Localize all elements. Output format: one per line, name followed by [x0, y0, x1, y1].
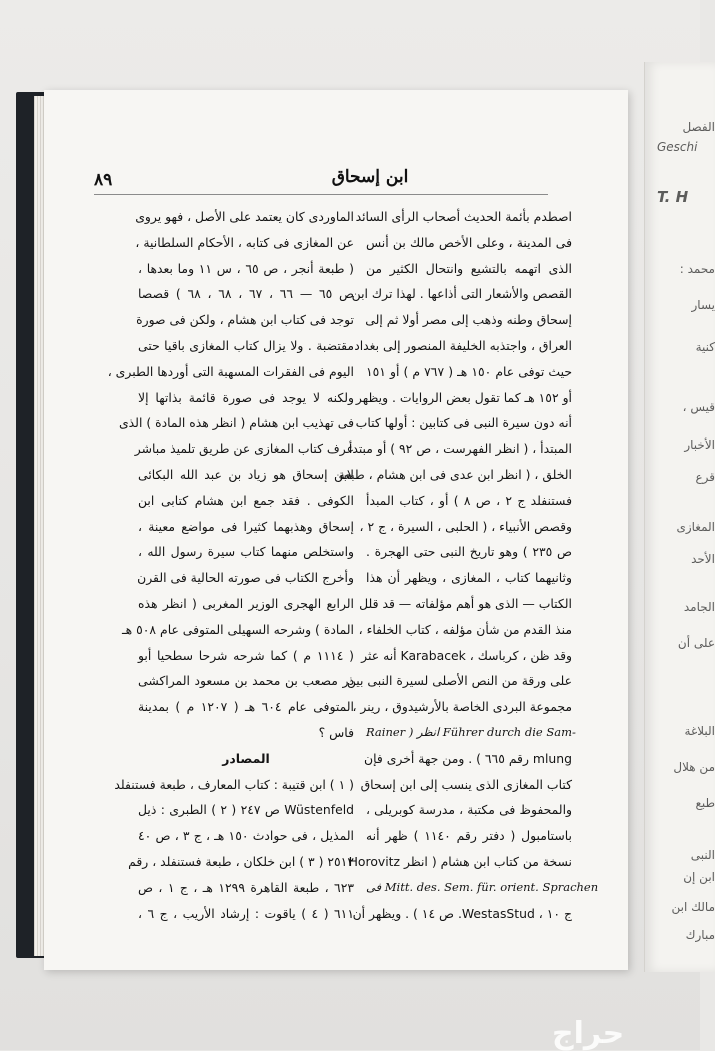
text-line: المتوفى عام ٦٠٤ هـ ( ١٢٠٧ م ) بمدينة — [138, 699, 354, 715]
text-line: إسحاق وطنه وذهب إلى مصر أولا ثم إلى — [365, 312, 572, 328]
facing-page-fragment: محمد : — [679, 262, 715, 276]
text-line: إسحاق وهذبهما كثيرا فى مواضع معينة ، — [138, 518, 354, 534]
text-line: الكوفى . فقد جمع ابن هشام كتابى ابن — [138, 492, 354, 508]
text-line: اصطدم بأئمة الحديث أصحاب الرأى السائد — [355, 209, 572, 224]
text-line: لابن إسحاق هو زياد بن عبد الله البكائى — [138, 466, 354, 482]
text-line: عن المغازى فى كتابه ، الأحكام السلطانية ، — [135, 234, 354, 250]
facing-page-fragment: يسار — [691, 298, 715, 312]
text-line: واستخلص منهما كتاب سيرة رسول الله ، — [138, 544, 354, 560]
text-line: ذر مصعب بن محمد بن مسعود المراكشى — [138, 673, 354, 689]
text-line: عرف كتاب المغازى عن طريق تلميذ مباشر — [134, 441, 354, 457]
source-line: ٦١١ ( ٤ ) ياقوت : إرشاد الأريب ، ج ٦ ، — [138, 905, 354, 921]
text-line: فى المدينة ، وعلى الأخص مالك بن أنس — [366, 234, 572, 250]
text-line: مقتضبة . ولا يزال كتاب المغازى باقيا حتى — [138, 337, 354, 353]
source-line: ٢٥١٢ ( ٣ ) ابن خلكان ، طبعة فستنفلد ، رقم — [128, 853, 354, 869]
text-line: الكتاب — الذى هو أهم مؤلفاته — قد قلل — [359, 595, 572, 611]
facing-page-fragment: ابن إن — [683, 870, 715, 884]
facing-page-fragment: مبارك — [685, 928, 715, 942]
running-head: ابن إسحاق — [331, 167, 409, 187]
text-line: أو ١٥٢ هـ كما تقول بعض الروايات . ويظهر — [355, 389, 572, 405]
text-line: نسخة من كتاب ابن هشام ( انظر Horovitz — [348, 853, 572, 869]
text-column-right — [338, 204, 599, 926]
text-line: ص ٢٣٥ ) وهو تاريخ النبى حتى الهجرة . — [366, 544, 573, 560]
text-line: منذ القدم من شأن مؤلفه ، كتاب الخلفاء ، — [358, 621, 572, 637]
facing-page-fragment: البلاغة — [684, 724, 715, 738]
page-number: ٨٩ — [94, 170, 113, 190]
facing-page-fragment: T. H — [657, 188, 689, 206]
facing-page-fragment: الأحد — [691, 552, 715, 566]
text-line: حيث توفى عام ١٥٠ هـ ( ٧٦٧ م ) أو ١٥١ — [366, 363, 572, 379]
facing-page-fragment: طبع — [695, 796, 715, 810]
text-line: ( طبعة أنجر ، ص ٦٥ ، س ١١ وما بعدها ، — [138, 260, 354, 276]
text-line: باستامبول ( دفتر رقم ١١٤٠ ) ظهر أنه — [366, 828, 572, 844]
text-line: الماوردى كان يعتمد على الأصل ، فهو يروى — [135, 209, 354, 224]
text-line: الخلق ، ( انظر ابن عدى فى ابن هشام ، طبعة — [338, 466, 572, 482]
text-line: كتاب المغازى الذى ينسب إلى ابن إسحاق — [360, 776, 572, 792]
text-line: ص ٦٥ — ٦٦ ، ٦٧ ، ٦٨ ، ٦٨ ) قصصا — [138, 286, 354, 302]
text-line: الذى اتهمه بالتشيع وانتحال الكثير من — [366, 260, 572, 276]
text-line: الرابع الهجرى الوزير المغربى ( انظر هذه — [138, 595, 354, 611]
header-rule — [94, 194, 548, 195]
facing-page-fragment: الأخبار — [684, 438, 715, 452]
text-line: Rainer ) انظر Führer durch die Sam- — [366, 724, 576, 739]
text-line: العراق ، واجتذبه الخليفة المنصور إلى بغداد — [354, 337, 572, 353]
text-line: فستنفلد ج ٢ ، ص ٨ ) أو ، كتاب المبدأ — [366, 492, 572, 508]
facing-page-fragment: مالك ابن — [671, 900, 715, 914]
text-line: القصص والأشعار التى أذاعها . لهذا ترك ابن — [351, 286, 572, 302]
text-line: وقصص الأنبياء ، ( الحلبى ، السيرة ، ج ٢ ، — [359, 518, 572, 534]
text-column-left — [107, 204, 355, 926]
text-line: اليوم فى الفقرات المسهبة التى أوردها الطبرى ، — [107, 363, 354, 379]
text-line: المادة ) وشرحه السهيلى المتوفى عام ٥٠٨ هـ — [122, 621, 354, 637]
text-line: وقد ظن ، كرباسك ، Karabacek أنه عثر — [361, 647, 572, 663]
text-line: والمحفوظ فى مكتبة ، مدرسة كوبريلى ، — [366, 802, 572, 818]
text-line: مجموعة البردى الخاصة بالأرشيدوق ، رينر ، — [352, 699, 572, 715]
text-line: ج ١٠ ، WestasStud. ص ١٤ ) . ويظهر أن — [352, 905, 572, 921]
facing-page — [644, 62, 715, 972]
facing-page-fragment: قيس ، — [682, 400, 715, 414]
facing-page-fragment: على أن — [677, 636, 715, 650]
facing-page-fragment: Geschi — [657, 140, 698, 154]
text-line: المبتدأ ، ( انظر الفهرست ، ص ٩٢ ) أو مبتدأ — [348, 441, 572, 457]
text-line: وثانيهما كتاب ، المغازى ، ويظهر أن هذا — [366, 570, 572, 586]
source-line: ( ١ ) ابن قتيبة : كتاب المعارف ، طبعة فستنفلد — [114, 776, 354, 792]
facing-page-fragment: من هلال — [673, 760, 715, 774]
text-line: أنه دون سيرة النبى فى كتابين : أولها كتاب — [355, 415, 572, 431]
text-line: فى Mitt. des. Sem. für. orient. Sprachen — [366, 879, 599, 894]
text-line: ولكنه لا يوجد فى صورة قائمة بذاتها إلا — [138, 389, 354, 405]
text-line: mlung رقم ٦٦٥ ) . ومن جهة أخرى فإن — [364, 750, 572, 766]
watermark-logo: حراج — [552, 1016, 625, 1051]
source-line: ٦٢٣ ، طبعة القاهرة ١٢٩٩ هـ ، ج ١ ، ص — [138, 879, 355, 895]
text-line: ( ١١١٤ م ) كما شرحه شرحا سطحيا أبو — [138, 647, 354, 663]
text-line: فاس ؟ — [318, 724, 354, 740]
facing-page-fragment: النبى — [690, 848, 715, 862]
text-line: فى تهذيب ابن هشام ( انظر هذه المادة ) الذى — [118, 415, 354, 431]
source-line: Wüstenfeld ص ٢٤٧ ( ٢ ) الطبرى : ذيل — [138, 802, 354, 818]
text-line: على ورقة من النص الأصلى لسيرة النبى بين — [346, 673, 572, 689]
text-line: وأخرج الكتاب فى صورته الحالية فى القرن — [137, 570, 354, 586]
facing-page-fragment: الجامد — [683, 600, 715, 614]
source-line: المذيل ، فى حوادث ١٥٠ هـ ، ج ٣ ، ص ٤٠ — [138, 828, 354, 844]
facing-page-fragment: المغازى — [676, 520, 715, 534]
text-line: توجد فى كتاب ابن هشام ، ولكن فى صورة — [136, 312, 354, 328]
facing-page-fragment: الفصل — [682, 120, 715, 134]
sources-heading: المصادر — [222, 750, 270, 766]
facing-page-fragment: كنية — [695, 340, 715, 354]
facing-page-fragment: قرع — [695, 470, 715, 484]
